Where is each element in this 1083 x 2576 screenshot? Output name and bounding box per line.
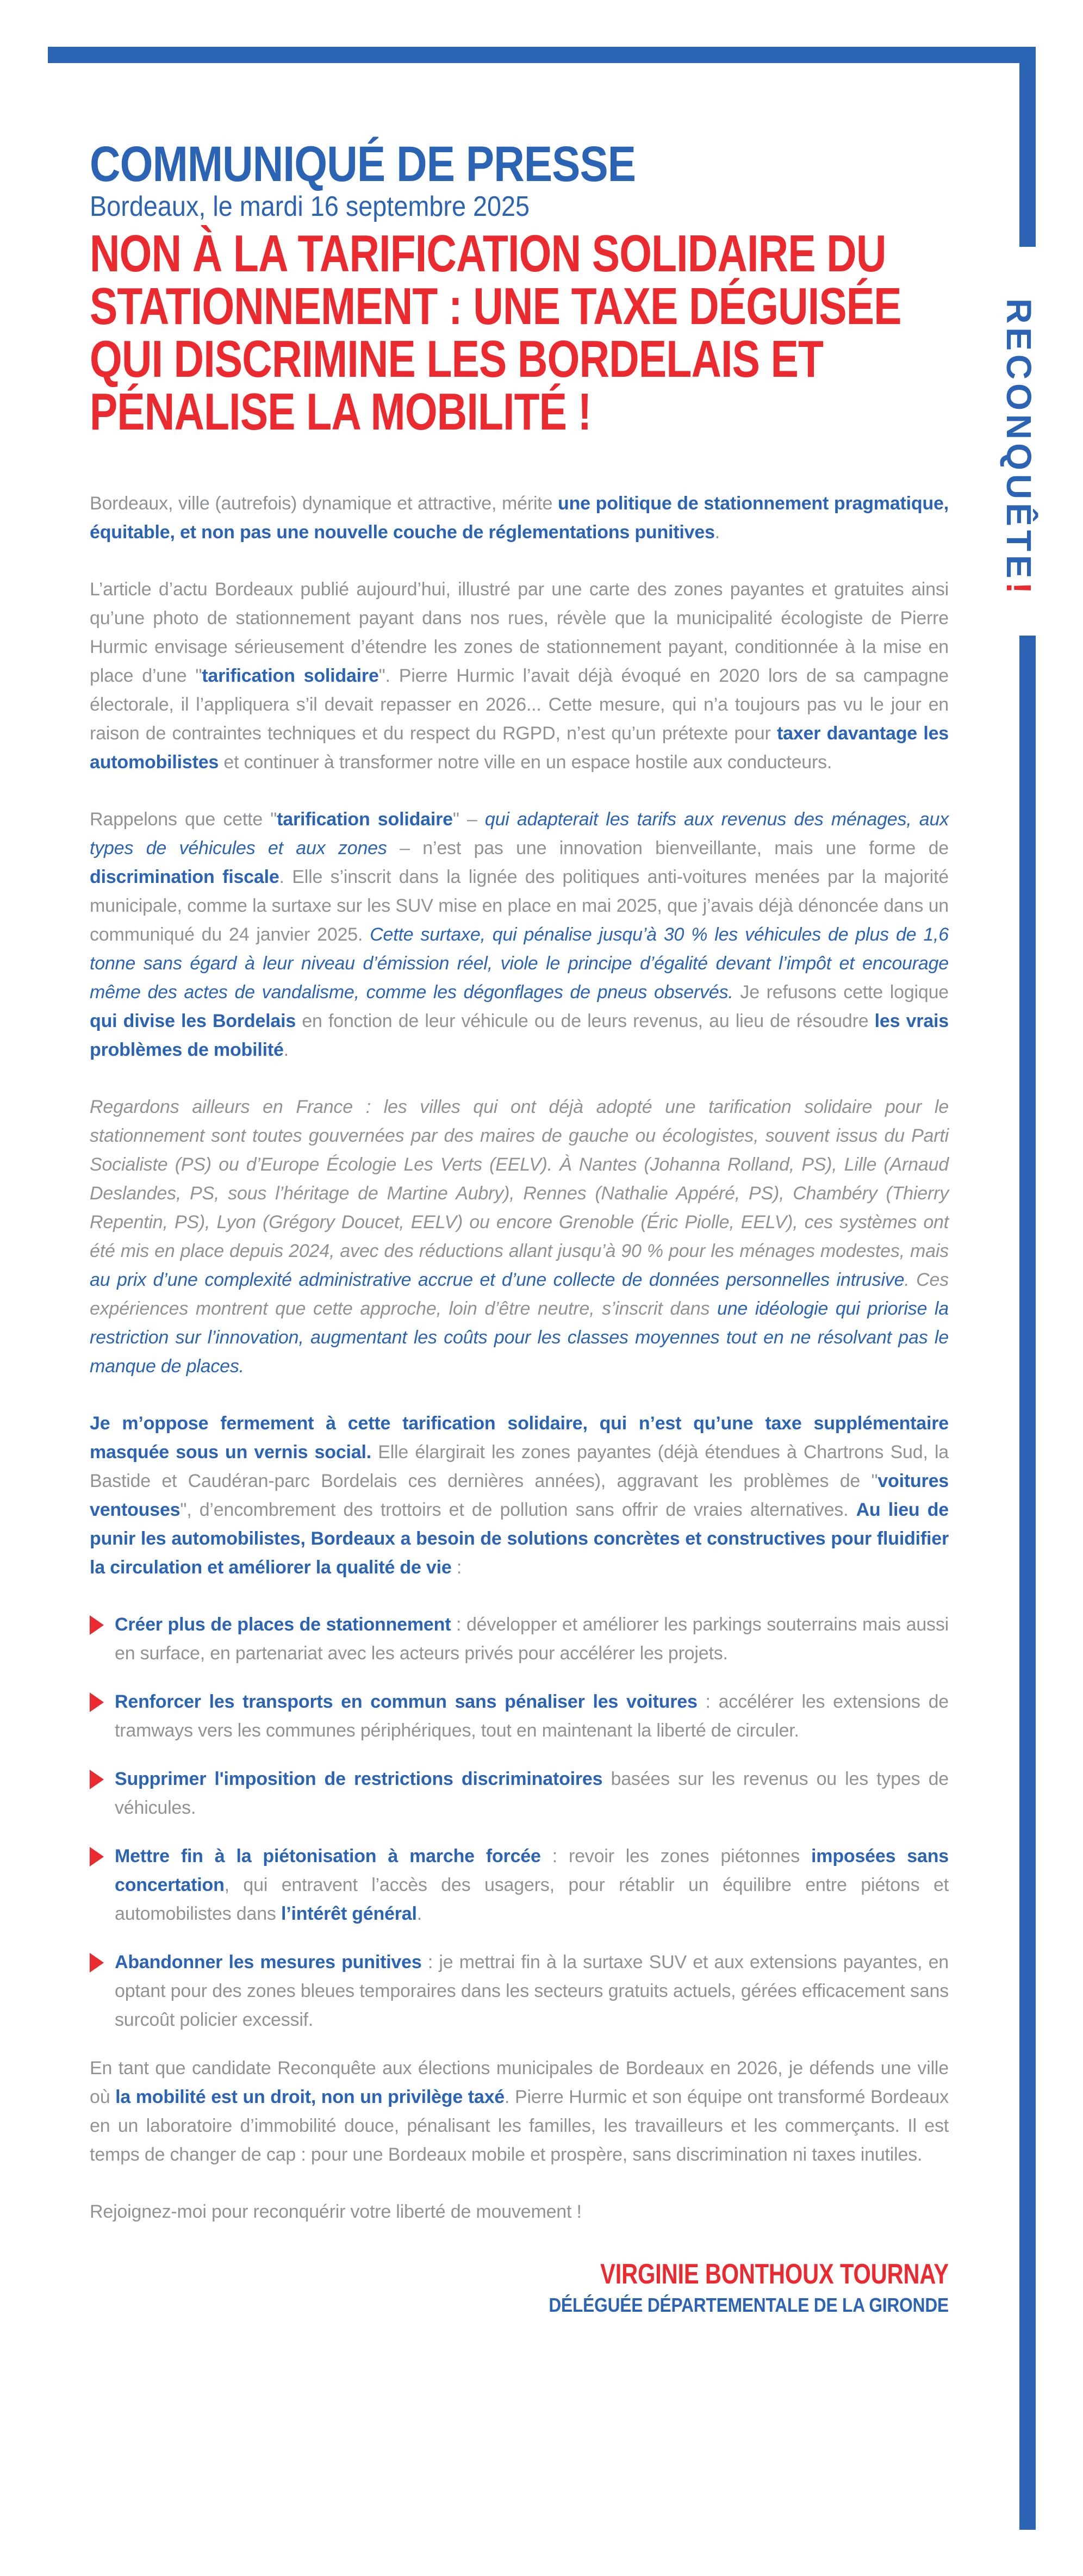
text-run: Au lieu de punir les automobilistes, Bordeaux a besoin de solutions concrètes et constructives pour fluidifier la circulation et améliorer la qualité de vie [90, 1499, 949, 1578]
text-run: la mobilité est un droit, non un privilège taxé [115, 2087, 505, 2107]
text-run: une politique de stationnement pragmatique, équitable, et non pas une nouvelle couche de réglementations punitives [90, 493, 949, 543]
bullet-arrow-icon [90, 1693, 104, 1712]
bullet-arrow-icon [90, 1847, 104, 1866]
text-run: Rappelons que cette " [90, 809, 277, 830]
brand-exclamation: ! [999, 582, 1038, 598]
bullet-arrow-icon [90, 1953, 104, 1973]
text-run: Bordeaux, ville (autrefois) dynamique et attractive, mérite [90, 493, 558, 514]
bullet-item [90, 1688, 949, 1745]
brand-logo-text [999, 298, 1038, 598]
bullet-item [90, 1610, 949, 1668]
text-run: : revoir les zones piétonnes [540, 1846, 812, 1866]
text-run: ", d’encombrement des trottoirs et de pollution sans offrir de vraies alternatives. [180, 1499, 856, 1520]
text-run: Cette surtaxe, qui pénalise jusqu’à 30 % les véhicules de plus de 1,6 tonne sans égard à leur niveau d’émission réel, viole le principe d’égalité devant l’impôt et encourage même des actes de vandalisme, comme les dégonflages de pneus observés. [90, 924, 949, 1003]
text-run: ". Pierre Hurmic l’avait déjà évoqué en 2020 lors de sa campagne électorale, il l’appliquera s’il devait repasser en 2026... Cette mesure, qui n’a toujours pas vu le jour en raison de contraintes techniques et du respect du RGPD, n’est qu’un prétexte pour [90, 665, 949, 744]
text-run: basées sur les revenus ou les types de véhicules. [115, 1769, 949, 1818]
bullet-item [90, 1765, 949, 1822]
text-run: Mettre fin à la piétonisation à marche forcée [115, 1846, 541, 1866]
text-run: , qui entravent l’accès des usagers, pour rétablir un équilibre entre piétons et automobilistes dans [115, 1875, 949, 1924]
headline-line: NON À LA TARIFICATION SOLIDAIRE DU [90, 225, 886, 283]
text-run: taxer davantage les automobilistes [90, 723, 949, 773]
text-run: et continuer à transformer notre ville en un espace hostile aux conducteurs. [219, 752, 832, 773]
headline [90, 225, 901, 441]
text-run: . [714, 522, 720, 543]
press-release-kicker: COMMUNIQUÉ DE PRESSE [90, 136, 636, 192]
text-run: discrimination fiscale [90, 867, 279, 887]
text-run: . Elle s’inscrit dans la lignée des politiques anti-voitures menées par la majorité municipale, comme la surtaxe sur les SUV mise en place en mai 2025, que j’avais déjà dénoncée dans un communiqué du 24 janvier 2025. [90, 867, 949, 945]
bullet-item [90, 1948, 949, 2034]
text-run: " – [452, 809, 485, 830]
text-run: . [416, 1903, 422, 1924]
text-run: Elle élargirait les zones payantes (déjà étendues à Chartrons Sud, la Bastide et Caudéran-parc Bordelais ces dernières années), aggravant les problèmes de " [90, 1442, 949, 1491]
text-run: Renforcer les transports en commun sans pénaliser les voitures [115, 1691, 698, 1712]
paragraph [90, 2198, 949, 2226]
top-rule [48, 47, 1036, 63]
text-run: Regardons ailleurs en France : les villes qui ont déjà adopté une tarification solidaire pour le stationnement sont toutes gouvernées par des maires de gauche ou écologistes, souvent issus du Parti Socialiste (PS) ou d’Europe Écologie Les Verts (EELV). À Nantes (Johanna Rolland, PS), Lille (Arnaud Deslandes, PS, sous l’héritage de Martine Aubry), Rennes (Nathalie Appéré, PS), Chambéry (Thierry Repentin, PS), Lyon (Grégory Doucet, EELV) ou encore Grenoble (Éric Piolle, EELV), ces systèmes ont été mis en place depuis 2024, avec des réductions allant jusqu’à 90 % pour les ménages modestes, mais [90, 1097, 949, 1261]
text-run: Créer plus de places de stationnement [115, 1614, 451, 1635]
text-run: . Ces expériences montrent que cette approche, loin d’être neutre, s’inscrit dans [90, 1270, 949, 1319]
text-run: Abandonner les mesures punitives [115, 1952, 422, 1973]
text-run: tarification solidaire [202, 665, 379, 686]
text-run: qui adapterait les tarifs aux revenus des ménages, aux types de véhicules et aux zones [90, 809, 949, 858]
text-run: Je m’oppose fermement à cette tarification solidaire, qui n’est qu’une taxe supplémentaire masquée sous un vernis social. [90, 1413, 949, 1463]
text-run: imposées sans concertation [115, 1846, 949, 1895]
text-run: . [283, 1040, 289, 1060]
signature-role: DÉLÉGUÉE DÉPARTEMENTALE DE LA GIRONDE [549, 2294, 949, 2316]
text-run: En tant que candidate Reconquête aux élections municipales de Bordeaux en 2026, je défends une ville où [90, 2058, 949, 2107]
text-run: Je refusons cette logique [733, 982, 949, 1003]
text-run: : accélérer les extensions de tramways vers les communes périphériques, tout en maintenant la liberté de circuler. [115, 1691, 949, 1741]
text-run: tarification solidaire [277, 809, 453, 830]
brand-name: RECONQUÊTE [999, 298, 1038, 582]
text-run: au prix d’une complexité administrative accrue et d’une collecte de données personnelles intrusive [90, 1270, 905, 1290]
headline-line: PÉNALISE LA MOBILITÉ ! [90, 383, 592, 441]
text-run: qui divise les Bordelais [90, 1011, 296, 1031]
text-run: Supprimer l'imposition de restrictions discriminatoires [115, 1769, 603, 1789]
text-run: – n’est pas une innovation bienveillante, mais une forme de [387, 838, 949, 858]
paragraph [90, 1093, 949, 1381]
text-run: : je mettrai fin à la surtaxe SUV et aux extensions payantes, en optant pour des zones bleues temporaires dans les secteurs gratuits actuels, gérées efficacement sans surcoût policier excessif. [115, 1952, 949, 2030]
brand-vertical-bar [1019, 636, 1036, 2530]
brand-logo [999, 298, 1038, 598]
text-run: : [451, 1557, 462, 1578]
text-run: : développer et améliorer les parkings souterrains mais aussi en surface, en partenariat avec les acteurs privés pour accélérer les projets. [115, 1614, 949, 1664]
text-run: l’intérêt général [281, 1903, 417, 1924]
paragraph [90, 805, 949, 1065]
dateline: Bordeaux, le mardi 16 septembre 2025 [90, 191, 530, 222]
text-run: Rejoignez-moi pour reconquérir votre liberté de mouvement ! [90, 2201, 582, 2222]
text-run: les vrais problèmes de mobilité [90, 1011, 949, 1060]
signature-block [90, 2258, 949, 2318]
text-run: voitures ventouses [90, 1471, 949, 1520]
corner-rule [1019, 47, 1036, 247]
text-run: en fonction de leur véhicule ou de leurs revenus, au lieu de résoudre [296, 1011, 875, 1031]
headline-line: STATIONNEMENT : UNE TAXE DÉGUISÉE [90, 277, 901, 335]
bullet-arrow-icon [90, 1615, 104, 1635]
paragraph [90, 575, 949, 777]
headline-line: QUI DISCRIMINE LES BORDELAIS ET [90, 330, 824, 388]
bullet-item [90, 1842, 949, 1928]
text-run: une idéologie qui priorise la restriction sur l’innovation, augmentant les coûts pour les classes moyennes tout en ne résolvant pas le manque de places. [90, 1298, 949, 1377]
paragraph [90, 1409, 949, 1582]
paragraph [90, 2054, 949, 2169]
paragraph [90, 489, 949, 547]
signature-name: VIRGINIE BONTHOUX TOURNAY [600, 2258, 949, 2290]
text-run: . Pierre Hurmic et son équipe ont transformé Bordeaux en un laboratoire d’immobilité douce, pénalisant les familles, les travailleurs et les commerçants. Il est temps de changer de cap : pour une Bordeaux mobile et prospère, sans discrimination ni taxes inutiles. [90, 2087, 949, 2165]
document-body [90, 489, 949, 2318]
bullet-arrow-icon [90, 1770, 104, 1789]
text-run: L’article d’actu Bordeaux publié aujourd’hui, illustré par une carte des zones payantes et gratuites ainsi qu’une photo de stationnement payant dans nos rues, révèle que la municipalité écologiste de Pierre Hurmic envisage sérieusement d’étendre les zones de stationnement payant, conditionnée à la mise en place d’une " [90, 579, 949, 686]
